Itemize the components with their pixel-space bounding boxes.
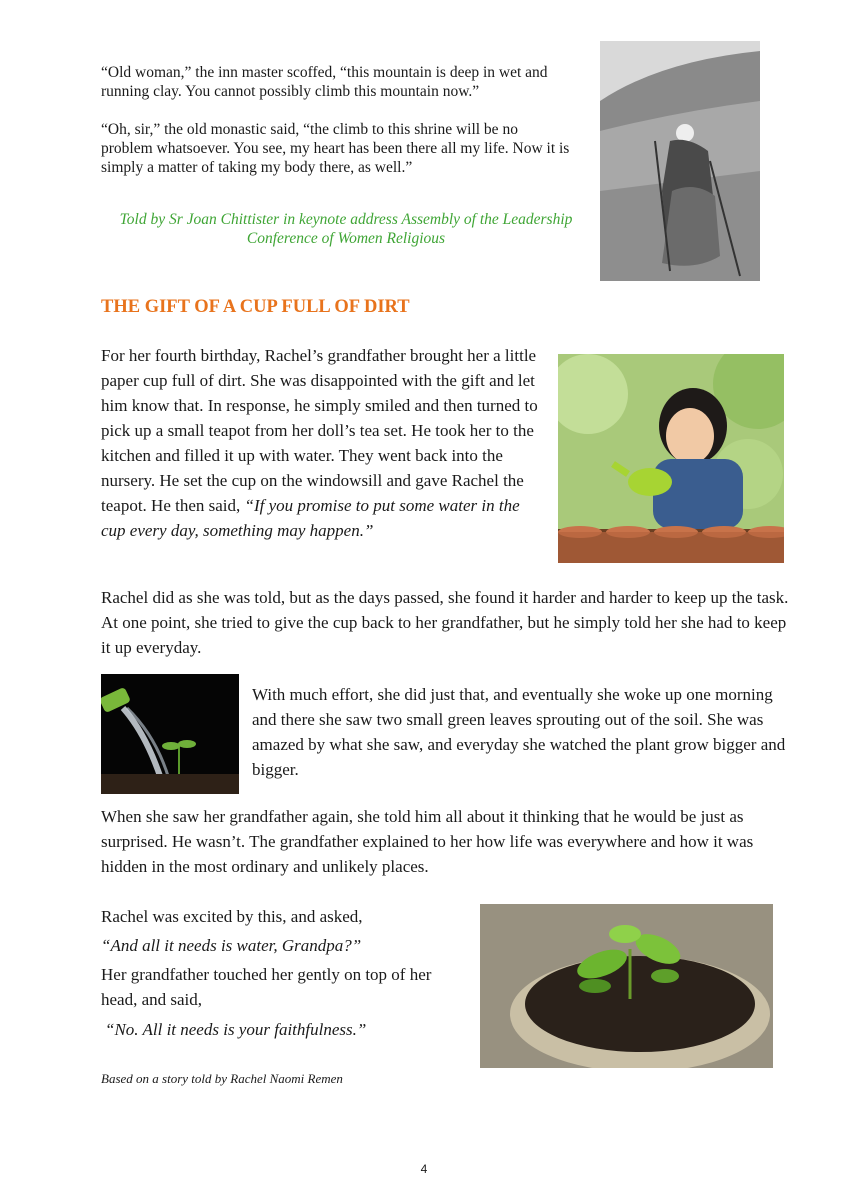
watering-sprout-photo <box>101 674 239 794</box>
story-heading: THE GIFT OF A CUP FULL OF DIRT <box>101 297 410 317</box>
intro-paragraph-1: “Old woman,” the inn master scoffed, “this mountain is deep in wet and running clay. You cannot possibly climb this mountain now.” <box>101 64 548 100</box>
rachel-question-quote: “And all it needs is water, Grandpa?” <box>101 936 362 955</box>
intro-attribution <box>101 210 591 248</box>
intro-attribution-line-1: Told by Sr Joan Chittister in keynote address Assembly of the Leadership <box>119 211 573 228</box>
intro-attribution-line-2: Conference of Women Religious <box>246 230 446 247</box>
intro-paragraph-2: “Oh, sir,” the old monastic said, “the climb to this shrine will be no problem whatsoever. You see, my heart has been there all my life. Now it is simply a matter of taking my body there, as well.” <box>101 121 570 176</box>
story-paragraph-2: Rachel did as she was told, but as the days passed, she found it harder and harder to keep up the task. At one point, she tried to give the cup back to her grandfather, but he simply told her she had to keep it up everyday. <box>101 588 789 657</box>
story-credit: Based on a story told by Rachel Naomi Remen <box>101 1071 343 1086</box>
page-number: 4 <box>420 1162 428 1176</box>
story-paragraph-5: Rachel was excited by this, and asked, <box>101 907 363 926</box>
story-paragraph-1-text: For her fourth birthday, Rachel’s grandfather brought her a little paper cup full of dirt. She was disappointed with the gift and let him know that. In response, he simply smiled and then turned to pick up a small teapot from her doll’s tea set. He took her to the kitchen and filled it up with water. They went back into the nursery. He set the cup on the windowsill and gave Rachel the teapot. He then said, <box>101 346 538 515</box>
story-paragraph-7: Her grandfather touched her gently on top of her head, and said, <box>101 965 432 1009</box>
girl-watering-plants-photo <box>558 354 784 563</box>
grandfather-answer-quote: “No. All it needs is your faithfulness.” <box>105 1020 367 1039</box>
grandfather-quote-1: “If you promise to put some water in the cup every day, something may happen.” <box>101 496 520 540</box>
seedling-pot-photo <box>480 904 773 1068</box>
story-paragraph-4: When she saw her grandfather again, she told him all about it thinking that he would be just as surprised. He wasn’t. The grandfather explained to her how life was everywhere and how it was hidden in the most ordinary and unlikely places. <box>101 807 754 876</box>
story-paragraph-3: With much effort, she did just that, and eventually she woke up one morning and there she saw two small green leaves sprouting out of the soil. She was amazed by what she saw, and everyday she watched the plant grow bigger and bigger. <box>252 685 786 779</box>
old-woman-climbing-photo <box>600 41 760 281</box>
story-paragraph-1 <box>101 343 541 543</box>
